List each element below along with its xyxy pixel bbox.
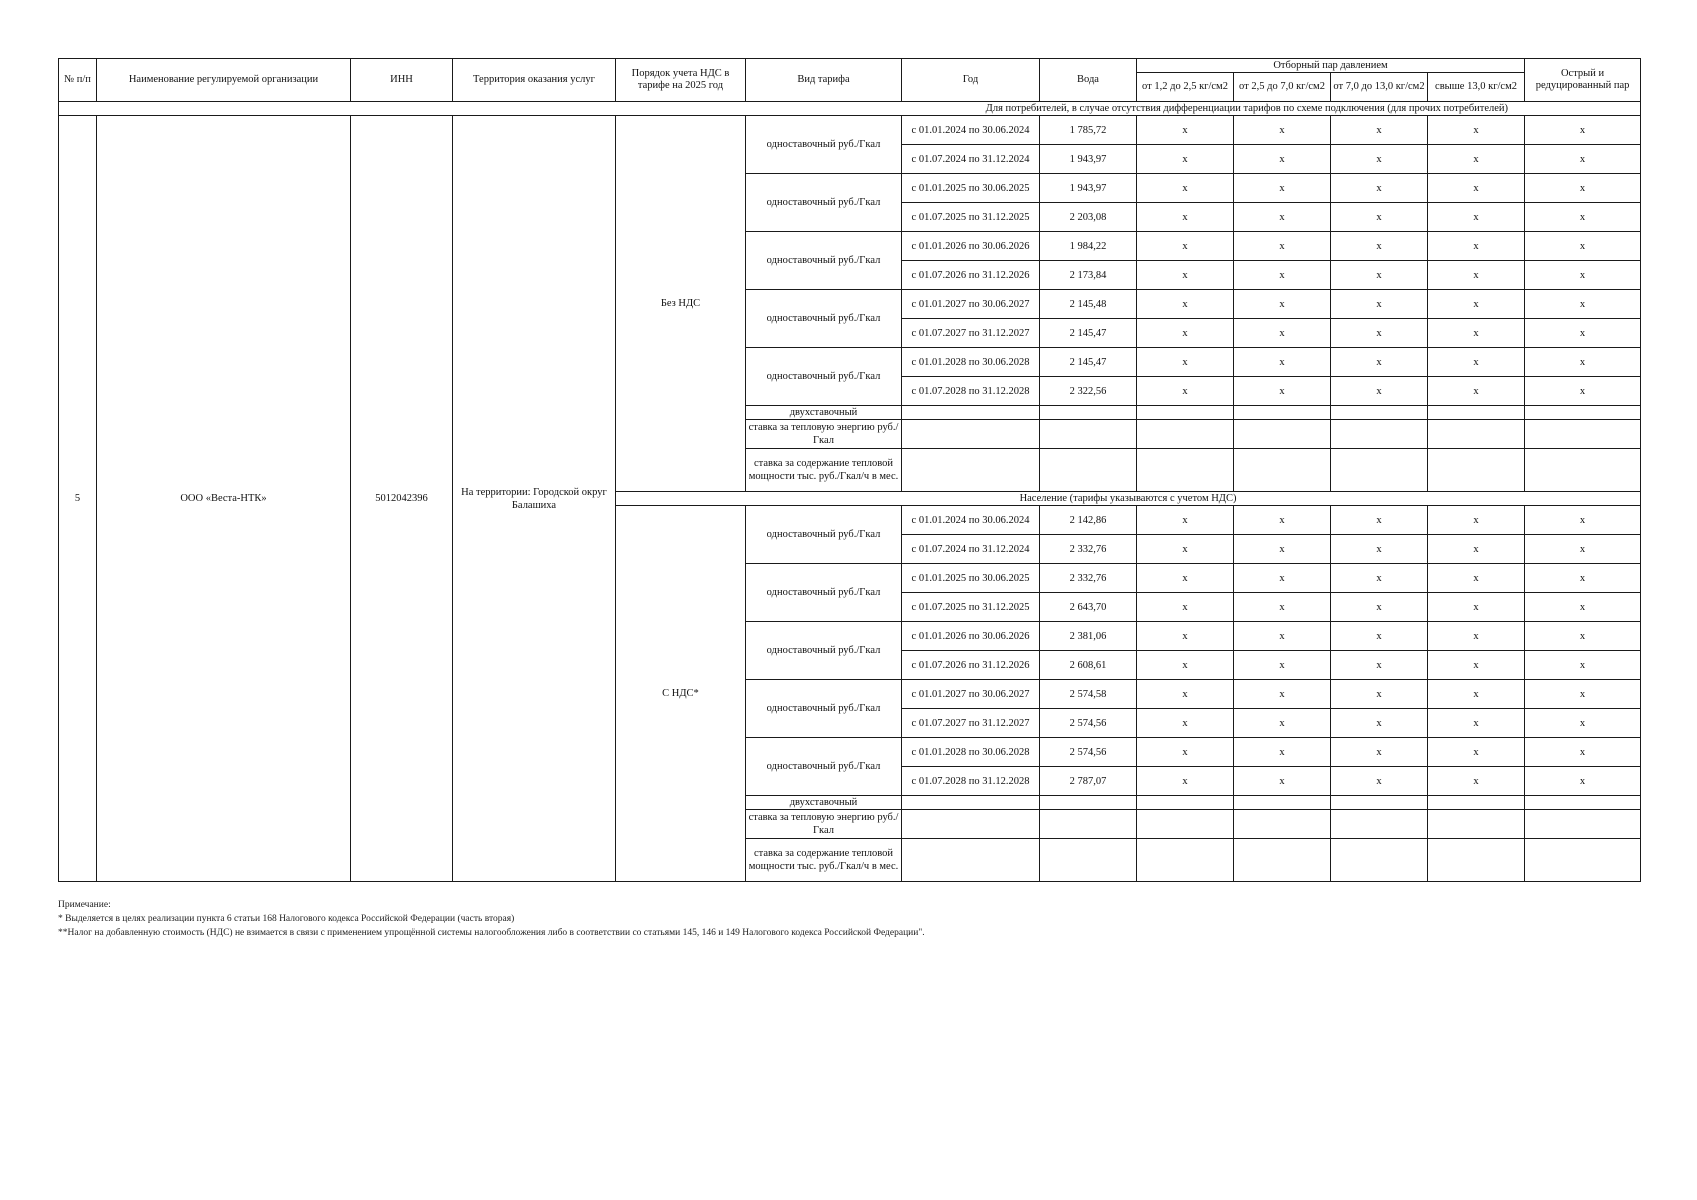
x-mark: x	[1331, 593, 1428, 622]
x-mark: x	[1137, 145, 1234, 174]
notes	[58, 898, 1640, 940]
period: с 01.07.2028 по 31.12.2028	[902, 377, 1040, 406]
x-mark: x	[1331, 535, 1428, 564]
tariff-type: одноставочный руб./Гкал	[746, 564, 902, 622]
water-value: 2 787,07	[1040, 767, 1137, 796]
period: с 01.07.2026 по 31.12.2026	[902, 261, 1040, 290]
period: с 01.01.2027 по 30.06.2027	[902, 290, 1040, 319]
x-mark: x	[1331, 290, 1428, 319]
x-mark: x	[1137, 506, 1234, 535]
header-sharp-steam: Острый и редуцированный пар	[1525, 59, 1641, 102]
x-mark: x	[1137, 348, 1234, 377]
empty-cell	[1525, 810, 1641, 839]
tariff-type: одноставочный руб./Гкал	[746, 174, 902, 232]
x-mark: x	[1137, 319, 1234, 348]
empty-cell	[902, 796, 1040, 810]
x-mark: x	[1525, 203, 1641, 232]
x-mark: x	[1525, 535, 1641, 564]
empty-cell	[1331, 796, 1428, 810]
period: с 01.07.2027 по 31.12.2027	[902, 709, 1040, 738]
org-inn: 5012042396	[351, 116, 453, 882]
x-mark: x	[1137, 203, 1234, 232]
period: с 01.01.2026 по 30.06.2026	[902, 622, 1040, 651]
empty-cell	[1331, 449, 1428, 492]
x-mark: x	[1525, 680, 1641, 709]
x-mark: x	[1331, 319, 1428, 348]
header-vat-order: Порядок учета НДС в тарифе на 2025 год	[616, 59, 746, 102]
header-steam-col: от 2,5 до 7,0 кг/см2	[1234, 73, 1331, 102]
x-mark: x	[1234, 709, 1331, 738]
period: с 01.07.2028 по 31.12.2028	[902, 767, 1040, 796]
x-mark: x	[1331, 377, 1428, 406]
x-mark: x	[1137, 709, 1234, 738]
x-mark: x	[1428, 535, 1525, 564]
tariff-type: одноставочный руб./Гкал	[746, 506, 902, 564]
x-mark: x	[1428, 232, 1525, 261]
tariff-type-two-part: двухставочный	[746, 796, 902, 810]
water-value: 1 943,97	[1040, 145, 1137, 174]
empty-cell	[902, 449, 1040, 492]
x-mark: x	[1234, 232, 1331, 261]
water-value: 1 984,22	[1040, 232, 1137, 261]
empty-cell	[1428, 406, 1525, 420]
x-mark: x	[1525, 145, 1641, 174]
tariff-type: одноставочный руб./Гкал	[746, 232, 902, 290]
x-mark: x	[1525, 261, 1641, 290]
vat-order: С НДС*	[616, 506, 746, 882]
empty-cell	[1040, 810, 1137, 839]
x-mark: x	[1428, 680, 1525, 709]
empty-cell	[1428, 420, 1525, 449]
x-mark: x	[1428, 203, 1525, 232]
x-mark: x	[1525, 319, 1641, 348]
x-mark: x	[1331, 232, 1428, 261]
x-mark: x	[1331, 261, 1428, 290]
tariff-sheet	[58, 58, 1640, 940]
x-mark: x	[1137, 564, 1234, 593]
x-mark: x	[1428, 564, 1525, 593]
x-mark: x	[1525, 174, 1641, 203]
empty-cell	[1331, 420, 1428, 449]
empty-cell	[1428, 449, 1525, 492]
table-header	[59, 59, 1641, 102]
x-mark: x	[1331, 506, 1428, 535]
x-mark: x	[1137, 232, 1234, 261]
x-mark: x	[1428, 319, 1525, 348]
x-mark: x	[1234, 145, 1331, 174]
empty-cell	[1331, 406, 1428, 420]
x-mark: x	[1525, 290, 1641, 319]
period: с 01.07.2026 по 31.12.2026	[902, 651, 1040, 680]
x-mark: x	[1331, 709, 1428, 738]
period: с 01.01.2025 по 30.06.2025	[902, 564, 1040, 593]
header-territory: Территория оказания услуг	[453, 59, 616, 102]
x-mark: x	[1234, 203, 1331, 232]
empty-cell	[1525, 406, 1641, 420]
x-mark: x	[1428, 767, 1525, 796]
x-mark: x	[1137, 377, 1234, 406]
empty-cell	[1234, 406, 1331, 420]
empty-cell	[1040, 449, 1137, 492]
x-mark: x	[1137, 290, 1234, 319]
empty-cell	[1137, 796, 1234, 810]
x-mark: x	[1525, 116, 1641, 145]
org-name: ООО «Веста-НТК»	[97, 116, 351, 882]
rate-energy: ставка за тепловую энергию руб./Гкал	[746, 810, 902, 839]
tariff-type: одноставочный руб./Гкал	[746, 738, 902, 796]
x-mark: x	[1331, 203, 1428, 232]
empty-cell	[1040, 839, 1137, 882]
x-mark: x	[1234, 174, 1331, 203]
x-mark: x	[1525, 709, 1641, 738]
empty-cell	[1234, 796, 1331, 810]
empty-cell	[1234, 839, 1331, 882]
empty-cell	[902, 839, 1040, 882]
empty-cell	[902, 810, 1040, 839]
x-mark: x	[1331, 145, 1428, 174]
period: с 01.01.2028 по 30.06.2028	[902, 738, 1040, 767]
note-title: Примечание:	[58, 900, 111, 910]
period: с 01.07.2025 по 31.12.2025	[902, 203, 1040, 232]
x-mark: x	[1331, 738, 1428, 767]
x-mark: x	[1331, 767, 1428, 796]
x-mark: x	[1428, 145, 1525, 174]
period: с 01.01.2024 по 30.06.2024	[902, 116, 1040, 145]
water-value: 2 173,84	[1040, 261, 1137, 290]
period: с 01.01.2027 по 30.06.2027	[902, 680, 1040, 709]
x-mark: x	[1428, 174, 1525, 203]
water-value: 2 332,76	[1040, 535, 1137, 564]
tariff-type: одноставочный руб./Гкал	[746, 290, 902, 348]
water-value: 1 785,72	[1040, 116, 1137, 145]
x-mark: x	[1234, 622, 1331, 651]
empty-cell	[1428, 839, 1525, 882]
section-row	[59, 102, 1641, 116]
x-mark: x	[1428, 290, 1525, 319]
x-mark: x	[1137, 593, 1234, 622]
org-territory: На территории: Городской округ Балашиха	[453, 116, 616, 882]
x-mark: x	[1525, 767, 1641, 796]
water-value: 2 145,47	[1040, 319, 1137, 348]
period: с 01.07.2025 по 31.12.2025	[902, 593, 1040, 622]
x-mark: x	[1428, 622, 1525, 651]
x-mark: x	[1234, 535, 1331, 564]
empty-cell	[1428, 810, 1525, 839]
rate-capacity: ставка за содержание тепловой мощности тыс. руб./Гкал/ч в мес.	[746, 449, 902, 492]
x-mark: x	[1234, 377, 1331, 406]
period: с 01.01.2024 по 30.06.2024	[902, 506, 1040, 535]
empty-cell	[1525, 796, 1641, 810]
empty-cell	[1137, 810, 1234, 839]
x-mark: x	[1234, 506, 1331, 535]
water-value: 2 142,86	[1040, 506, 1137, 535]
x-mark: x	[1234, 564, 1331, 593]
x-mark: x	[1137, 174, 1234, 203]
x-mark: x	[1428, 348, 1525, 377]
x-mark: x	[1234, 593, 1331, 622]
x-mark: x	[1525, 564, 1641, 593]
water-value: 2 203,08	[1040, 203, 1137, 232]
x-mark: x	[1137, 535, 1234, 564]
table-row	[59, 116, 1641, 145]
section-population: Население (тарифы указываются с учетом НДС)	[616, 492, 1641, 506]
empty-cell	[1525, 420, 1641, 449]
period: с 01.01.2026 по 30.06.2026	[902, 232, 1040, 261]
water-value: 1 943,97	[1040, 174, 1137, 203]
x-mark: x	[1428, 506, 1525, 535]
water-value: 2 322,56	[1040, 377, 1137, 406]
empty-cell	[1137, 420, 1234, 449]
period: с 01.01.2028 по 30.06.2028	[902, 348, 1040, 377]
empty-cell	[1331, 839, 1428, 882]
empty-cell	[902, 406, 1040, 420]
note-line: **Налог на добавленную стоимость (НДС) не взимается в связи с применением упрощённой системы налогообложения либо в соответствии со статьями 145, 146 и 149 Налогового кодекса Российской Федерации".	[58, 928, 925, 938]
header-year: Год	[902, 59, 1040, 102]
x-mark: x	[1234, 290, 1331, 319]
table-body	[59, 102, 1641, 882]
x-mark: x	[1137, 767, 1234, 796]
x-mark: x	[1234, 348, 1331, 377]
x-mark: x	[1137, 116, 1234, 145]
x-mark: x	[1428, 261, 1525, 290]
rate-capacity: ставка за содержание тепловой мощности тыс. руб./Гкал/ч в мес.	[746, 839, 902, 882]
x-mark: x	[1331, 622, 1428, 651]
x-mark: x	[1137, 622, 1234, 651]
x-mark: x	[1234, 651, 1331, 680]
x-mark: x	[1331, 564, 1428, 593]
header-num: № п/п	[59, 59, 97, 102]
x-mark: x	[1525, 622, 1641, 651]
x-mark: x	[1331, 174, 1428, 203]
empty-cell	[1525, 839, 1641, 882]
period: с 01.07.2027 по 31.12.2027	[902, 319, 1040, 348]
tariff-type: одноставочный руб./Гкал	[746, 622, 902, 680]
x-mark: x	[1331, 116, 1428, 145]
header-steam-col: свыше 13,0 кг/см2	[1428, 73, 1525, 102]
water-value: 2 145,48	[1040, 290, 1137, 319]
water-value: 2 381,06	[1040, 622, 1137, 651]
header-steam-col: от 7,0 до 13,0 кг/см2	[1331, 73, 1428, 102]
x-mark: x	[1525, 377, 1641, 406]
tariff-table	[58, 58, 1641, 882]
x-mark: x	[1331, 651, 1428, 680]
x-mark: x	[1428, 116, 1525, 145]
x-mark: x	[1428, 709, 1525, 738]
header-steam-col: от 1,2 до 2,5 кг/см2	[1137, 73, 1234, 102]
water-value: 2 574,56	[1040, 738, 1137, 767]
empty-cell	[1234, 810, 1331, 839]
period: с 01.07.2024 по 31.12.2024	[902, 535, 1040, 564]
x-mark: x	[1234, 767, 1331, 796]
tariff-type: одноставочный руб./Гкал	[746, 680, 902, 738]
x-mark: x	[1525, 506, 1641, 535]
water-value: 2 574,56	[1040, 709, 1137, 738]
water-value: 2 574,58	[1040, 680, 1137, 709]
x-mark: x	[1234, 738, 1331, 767]
tariff-type-two-part: двухставочный	[746, 406, 902, 420]
empty-cell	[1428, 796, 1525, 810]
x-mark: x	[1137, 261, 1234, 290]
empty-cell	[1040, 796, 1137, 810]
x-mark: x	[1234, 116, 1331, 145]
x-mark: x	[1137, 738, 1234, 767]
empty-cell	[902, 420, 1040, 449]
tariff-type: одноставочный руб./Гкал	[746, 116, 902, 174]
rate-energy: ставка за тепловую энергию руб./Гкал	[746, 420, 902, 449]
empty-cell	[1137, 449, 1234, 492]
period: с 01.07.2024 по 31.12.2024	[902, 145, 1040, 174]
empty-cell	[1234, 449, 1331, 492]
empty-cell	[1137, 839, 1234, 882]
water-value: 2 332,76	[1040, 564, 1137, 593]
vat-order: Без НДС	[616, 116, 746, 492]
tariff-type: одноставочный руб./Гкал	[746, 348, 902, 406]
x-mark: x	[1525, 593, 1641, 622]
header-steam: Отборный пар давлением	[1137, 59, 1525, 73]
header-water: Вода	[1040, 59, 1137, 102]
empty-cell	[1525, 449, 1641, 492]
x-mark: x	[1525, 348, 1641, 377]
x-mark: x	[1234, 680, 1331, 709]
x-mark: x	[1234, 319, 1331, 348]
x-mark: x	[1428, 377, 1525, 406]
water-value: 2 145,47	[1040, 348, 1137, 377]
water-value: 2 643,70	[1040, 593, 1137, 622]
empty-cell	[1137, 406, 1234, 420]
x-mark: x	[1428, 738, 1525, 767]
empty-cell	[1040, 420, 1137, 449]
x-mark: x	[1525, 738, 1641, 767]
x-mark: x	[1137, 651, 1234, 680]
header-org: Наименование регулируемой организации	[97, 59, 351, 102]
x-mark: x	[1137, 680, 1234, 709]
period: с 01.01.2025 по 30.06.2025	[902, 174, 1040, 203]
x-mark: x	[1525, 651, 1641, 680]
empty-cell	[1234, 420, 1331, 449]
empty-cell	[1331, 810, 1428, 839]
section-other-consumers: Для потребителей, в случае отсутствия дифференциации тарифов по схеме подключения (для прочих потребителей)	[59, 102, 1641, 116]
header-tariff-type: Вид тарифа	[746, 59, 902, 102]
x-mark: x	[1428, 651, 1525, 680]
water-value: 2 608,61	[1040, 651, 1137, 680]
x-mark: x	[1234, 261, 1331, 290]
x-mark: x	[1331, 680, 1428, 709]
org-number: 5	[59, 116, 97, 882]
header-inn: ИНН	[351, 59, 453, 102]
x-mark: x	[1428, 593, 1525, 622]
x-mark: x	[1525, 232, 1641, 261]
empty-cell	[1040, 406, 1137, 420]
x-mark: x	[1331, 348, 1428, 377]
note-line: * Выделяется в целях реализации пункта 6 статьи 168 Налогового кодекса Российской Федерации (часть вторая)	[58, 914, 515, 924]
